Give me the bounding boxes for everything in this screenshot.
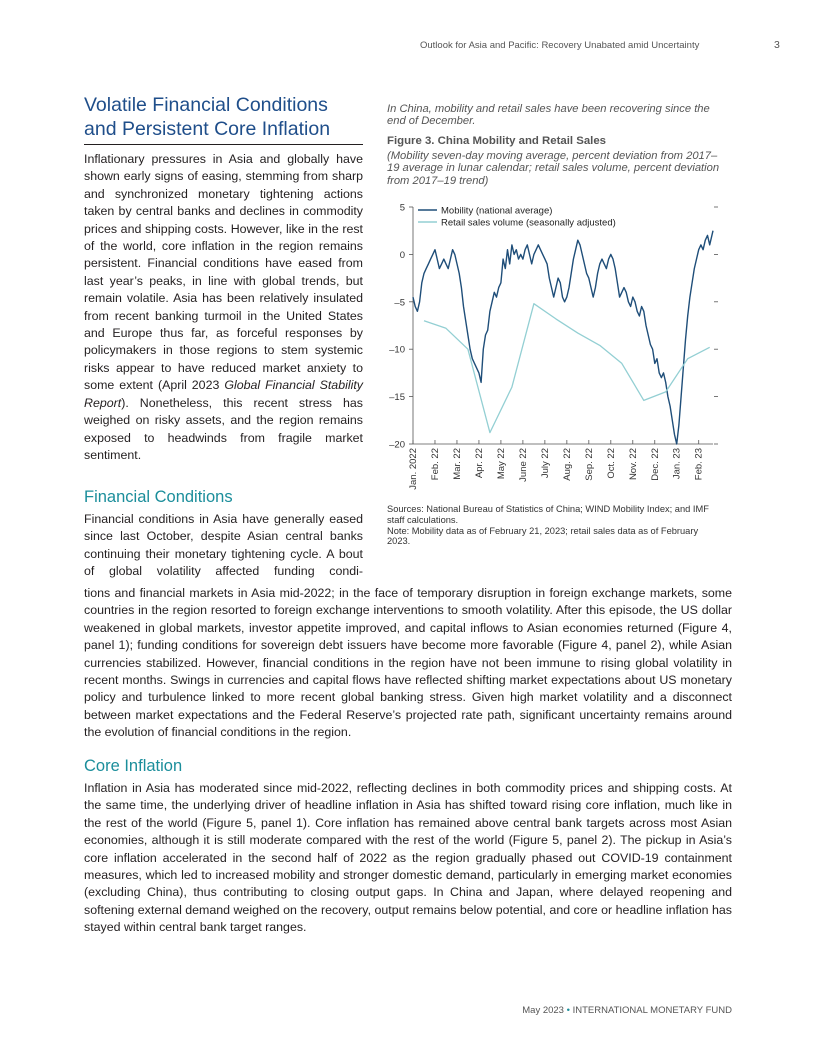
retail-sales-series-line [424, 304, 710, 433]
gfsr-title: Global Financial Stability Report [84, 378, 363, 410]
core-inflation-heading: Core Inflation [84, 757, 183, 775]
y-tick-label: –10 [389, 344, 405, 356]
page-footer [500, 1005, 732, 1016]
footer-org: INTERNATIONAL MONETARY FUND [572, 1005, 732, 1016]
y-tick-label: 0 [399, 249, 405, 261]
x-tick-label: June 22 [517, 448, 529, 482]
figure-subtitle: (Mobility seven-day moving average, percent deviation from 2017–19 average in lunar calendar; retail sales volume, percent deviation from 2017–19 trend) [387, 150, 720, 187]
page-number: 3 [774, 39, 780, 51]
financial-conditions-heading: Financial Conditions [84, 488, 233, 506]
x-tick-label: Dec. 22 [649, 448, 661, 481]
core-inflation-paragraph: Inflation in Asia has moderated since mid-2022, reflecting declines in both commodity prices and shipping costs. At the same time, the underlying driver of headline inflation in Asia has shifted toward rising core inflation, much like in the rest of the world (Figure 5, panel 1). Core inflation has remained above central bank targets across most Asian economies, although it is still moderate compared with the rest of the world (Figure 5, panel 2). The pickup in Asia’s core inflation accelerated in the second half of 2022 as the region gradually phased out COVID-19 containment measures, which led to increased mobility and stronger domestic demand, particularly in emerging market economies (excluding China), thus contributing to closing output gaps. In China and Japan, where delayed reopening and softening external demand weighed on the recovery, output remains below potential, and core or headline inflation has stayed within central bank target ranges. [84, 781, 732, 935]
x-tick-label: Feb. 23 [693, 448, 705, 481]
x-tick-label: Apr. 22 [473, 448, 485, 479]
legend-label: Retail sales volume (seasonally adjusted) [441, 217, 616, 229]
intro-text-2: ). Nonetheless, this recent stress has weighed on risky assets, and the region remains exposed to headwinds from fragile market sentiment. [84, 395, 363, 462]
y-tick-label: 5 [399, 202, 405, 214]
x-tick-label: Mar. 22 [451, 448, 463, 480]
x-tick-label: Jan. 23 [671, 448, 683, 480]
footer-bullet: • [566, 1005, 570, 1016]
x-tick-label: Sep. 22 [583, 448, 595, 481]
figure-title: Figure 3. China Mobility and Retail Sales [387, 135, 606, 147]
x-tick-label: May 22 [495, 448, 507, 480]
intro-section [84, 151, 363, 464]
title-divider [84, 144, 363, 145]
x-tick-label: Nov. 22 [627, 448, 639, 481]
y-tick-label: –15 [389, 392, 405, 404]
intro-paragraph [84, 151, 363, 464]
x-tick-label: Jan. 2022 [408, 448, 419, 490]
footer-date: May 2023 [522, 1005, 564, 1016]
x-tick-label: Oct. 22 [605, 448, 617, 479]
mobility-series-line [413, 231, 713, 444]
x-tick-label: July 22 [539, 448, 551, 479]
financial-paragraph-start: Financial conditions in Asia have generally eased since last October, despite Asian central banks continuing their monetary tightening cycle. A bout of global volatility affected funding condi- [84, 512, 363, 579]
financial-paragraph-continued: tions and financial markets in Asia mid-2022; in the face of temporary disruption in foreign exchange markets, some countries in the region resorted to foreign exchange interventions to smooth volatility. After this episode, the US dollar weakened in global markets, investor appetite improved, and capital inflows to Asian economies returned (Figure 4, panel 1); funding conditions for sovereign debt issuers have become more favorable (Figure 4, panel 2), while Asian currencies stabilized. However, financial conditions in the region have not been immune to rising global volatility in recent months. Swings in currencies and capital flows have reflected shifting market expectations about US monetary policy and turbulence linked to more recent global banking stress. Given high market volatility and a disconnect between market expectations and the Federal Reserve’s projected rate path, significant uncertainty remains around the evolution of financial conditions in the region. [84, 586, 732, 740]
x-tick-label: Aug. 22 [561, 448, 573, 481]
legend-label: Mobility (national average) [441, 205, 553, 217]
figure-lead-caption: In China, mobility and retail sales have been recovering since the end of December. [387, 103, 710, 128]
y-tick-label: –20 [389, 439, 405, 451]
y-tick-label: –5 [394, 297, 405, 309]
intro-text-1: Inflationary pressures in Asia and globally have shown early signs of easing, stemming from sharp and synchronized monetary tightening actions taken by central banks and declines in commodity prices and shipping costs. However, like in the rest of the world, core inflation in the region remains persistent. Financial conditions have eased from last year’s peaks, in line with global trends, but remain volatile. Asia has been relatively insulated from recent banking turmoil in the United States and Europe thus far, as forceful responses by policymakers in those regions to stem systemic risks appear to have reduced market anxiety to some extent (April 2023 [84, 152, 363, 393]
china-mobility-chart [380, 198, 725, 498]
running-header: Outlook for Asia and Pacific: Recovery Unabated amid Uncertainty [420, 40, 700, 51]
x-tick-label: Feb. 22 [429, 448, 441, 481]
article-title: Volatile Financial Conditions and Persistent Core Inflation [84, 94, 331, 140]
figure-sources: Sources: National Bureau of Statistics of China; WIND Mobility Index; and IMF staff calculations. [387, 504, 709, 525]
figure-notes [387, 504, 717, 547]
figure-note: Note: Mobility data as of February 21, 2023; retail sales data as of February 2023. [387, 525, 699, 547]
